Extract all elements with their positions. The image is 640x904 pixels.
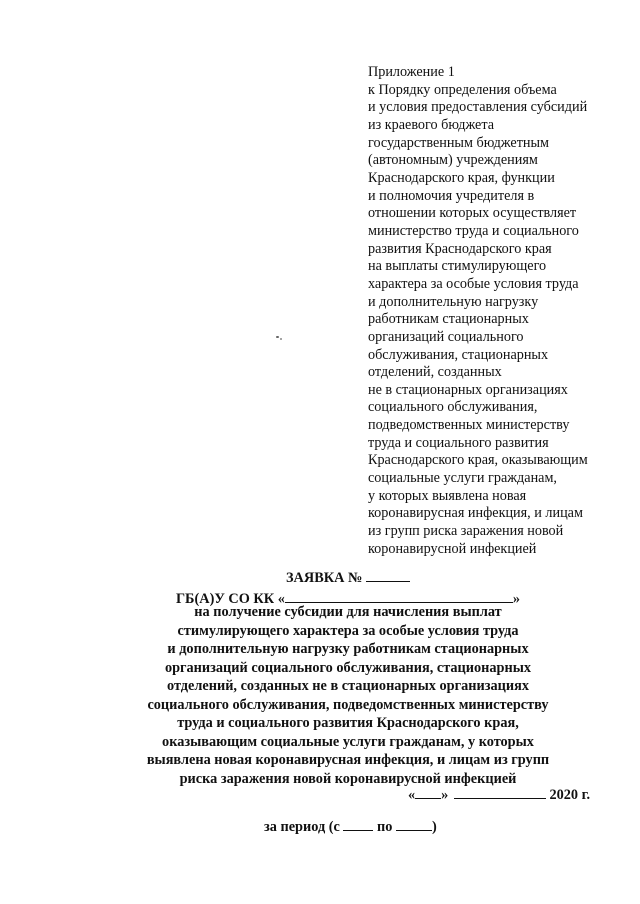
annex-block — [368, 64, 630, 558]
period-start-blank — [343, 816, 373, 831]
period-end-blank — [396, 816, 432, 831]
annex-line: подведомственных министерству — [368, 417, 570, 434]
date-year: 2020 г. — [549, 787, 591, 803]
date-close-quote: » — [441, 787, 449, 803]
annex-line: не в стационарных организациях — [368, 381, 568, 398]
annex-line: из групп риска заражения новой — [368, 523, 564, 540]
organization-name-blank — [285, 588, 513, 603]
date-line — [408, 784, 590, 804]
date-day-blank — [415, 784, 441, 799]
annex-line: и дополнительную нагрузку — [368, 293, 539, 310]
period-suffix: ) — [432, 819, 437, 835]
application-title-line — [0, 567, 640, 588]
annex-line: организаций социального — [368, 328, 524, 345]
annex-line: у которых выявлена новая — [368, 487, 527, 504]
annex-line: коронавирусная инфекция, и лицам — [368, 505, 583, 522]
annex-line: обслуживания, стационарных — [368, 346, 549, 363]
period-prefix: за период (с — [264, 819, 340, 835]
purpose-line: стимулирующего характера за особые условия труда — [177, 622, 519, 639]
application-title: ЗАЯВКА № — [286, 570, 363, 586]
annex-line: Краснодарского края, оказывающим — [368, 452, 588, 469]
annex-line: (автономным) учреждениям — [368, 152, 538, 169]
annex-line: социальные услуги гражданам, — [368, 470, 557, 487]
date-month-blank — [454, 784, 546, 799]
period-mid: по — [377, 819, 393, 835]
purpose-line: риска заражения новой коронавирусной инфекцией — [179, 770, 517, 787]
annex-line: работникам стационарных — [368, 311, 529, 328]
application-number-blank — [366, 567, 410, 582]
annex-line: характера за особые условия труда — [368, 275, 579, 292]
annex-line: на выплаты стимулирующего — [368, 258, 547, 275]
annex-line: министерство труда и социального — [368, 222, 579, 239]
annex-line: государственным бюджетным — [368, 134, 550, 151]
annex-line: к Порядку определения объема — [368, 81, 557, 98]
annex-line: социального обслуживания, — [368, 399, 538, 416]
annex-line: из краевого бюджета — [368, 116, 495, 133]
scan-speck — [280, 338, 282, 340]
purpose-line: выявлена новая коронавирусная инфекция, и лицам из групп — [146, 752, 550, 768]
scan-speck — [276, 336, 279, 338]
annex-line: развития Краснодарского края — [368, 240, 552, 257]
annex-line: Краснодарского края, функции — [368, 169, 555, 186]
period-line — [264, 816, 437, 836]
purpose-line: социального обслуживания, подведомственных министерству — [147, 696, 549, 713]
purpose-line: труда и социального развития Краснодарского края, — [177, 715, 519, 731]
purpose-line: организаций социального обслуживания, стационарных — [164, 659, 532, 676]
annex-line: отделений, созданных — [368, 364, 502, 381]
annex-line: Приложение 1 — [368, 64, 455, 80]
purpose-line: на получение субсидии для начисления выплат — [194, 604, 502, 620]
purpose-line: отделений, созданных не в стационарных организациях — [166, 678, 529, 694]
annex-line: и полномочия учредителя в — [368, 187, 535, 204]
date-open-quote: « — [408, 787, 416, 803]
annex-line: отношении которых осуществляет — [368, 205, 577, 222]
purpose-line: и дополнительную нагрузку работникам стационарных — [167, 641, 529, 657]
purpose-line: оказывающим социальные услуги гражданам, у которых — [162, 733, 534, 750]
annex-line: и условия предоставления субсидий — [368, 99, 588, 116]
annex-line: труда и социального развития — [368, 434, 549, 451]
organization-suffix: » — [512, 591, 521, 607]
annex-line: коронавирусной инфекцией — [368, 540, 537, 557]
organization-prefix: ГБ(А)У СО КК « — [175, 591, 285, 607]
